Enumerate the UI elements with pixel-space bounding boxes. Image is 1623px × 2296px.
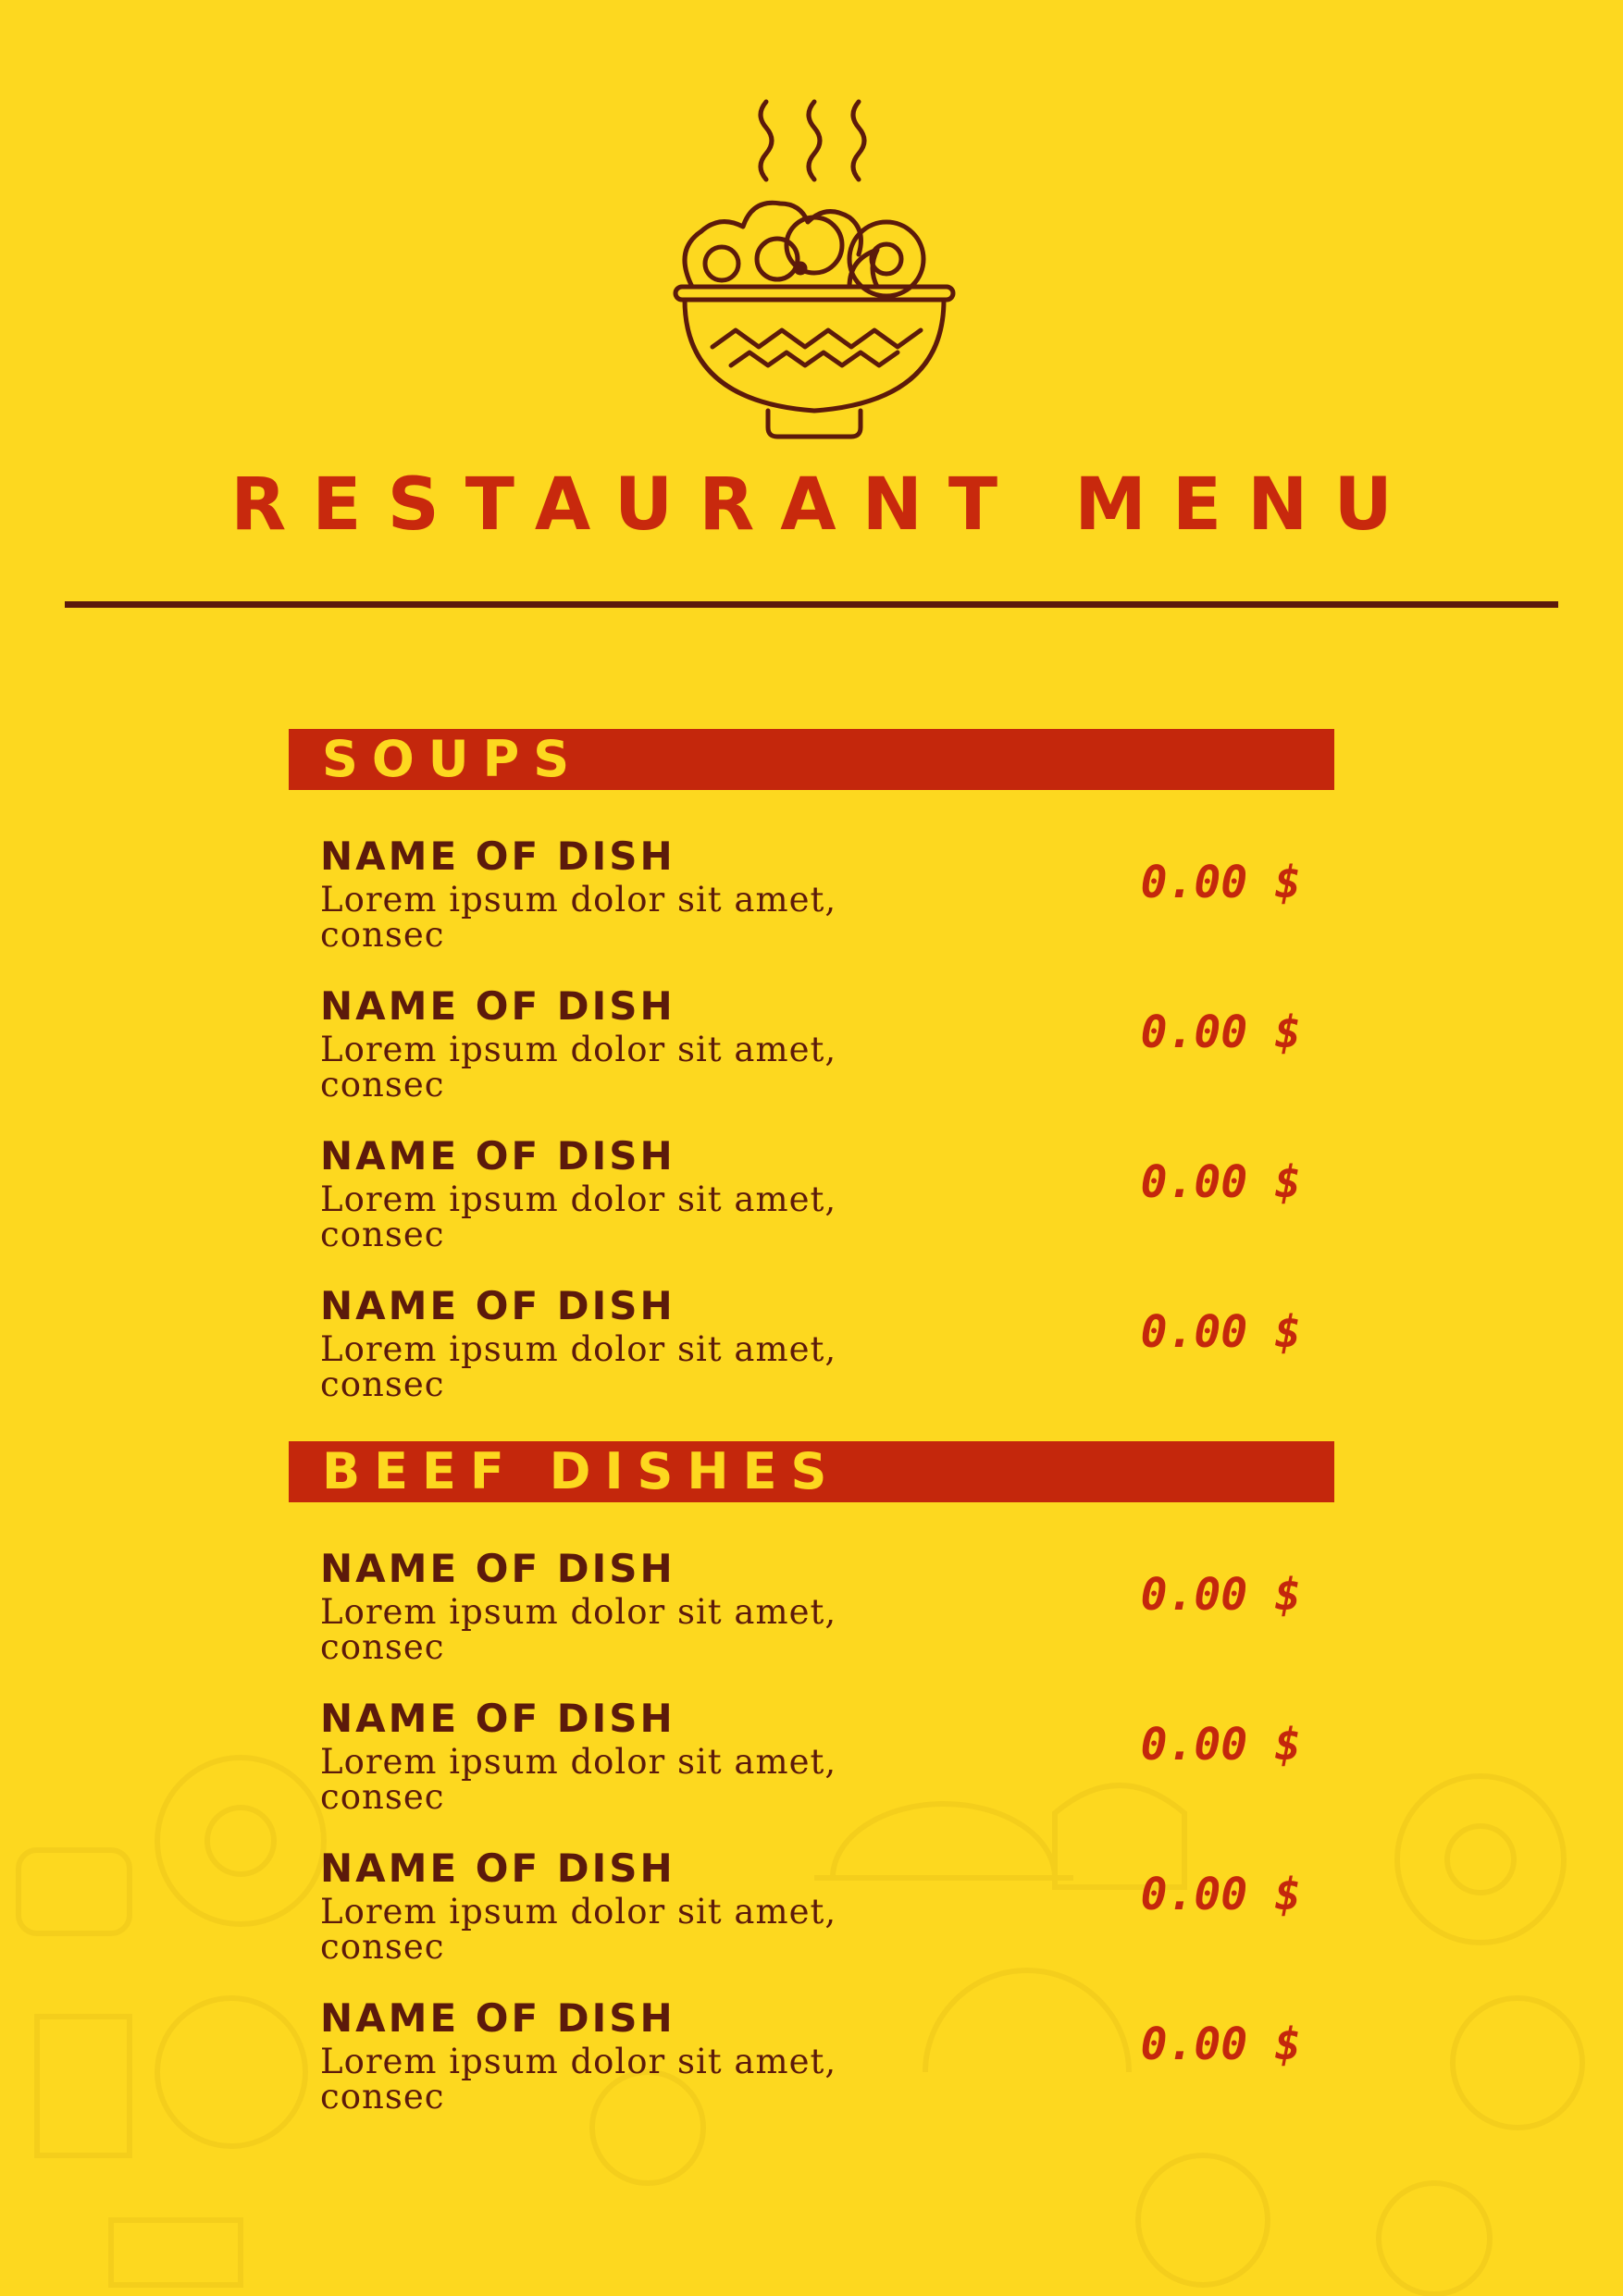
section-title: BEEF DISHES xyxy=(322,1442,841,1500)
dish-name: NAME OF DISH xyxy=(320,1546,675,1591)
dish-name: NAME OF DISH xyxy=(320,1845,675,1891)
menu-item xyxy=(320,1282,1301,1421)
menu-item xyxy=(320,1545,1301,1684)
menu-item xyxy=(320,833,1301,971)
dish-description: Lorem ipsum dolor sit amet, consec xyxy=(320,1592,837,1667)
menu-item xyxy=(320,982,1301,1121)
menu-item xyxy=(320,1994,1301,2133)
menu-title: RESTAURANT MENU xyxy=(230,463,1419,547)
dish-price: 0.00 $ xyxy=(1140,1006,1301,1058)
dish-description: Lorem ipsum dolor sit amet, consec xyxy=(320,1179,837,1254)
title-divider xyxy=(65,601,1558,608)
dish-price: 0.00 $ xyxy=(1140,1719,1301,1771)
dish-name: NAME OF DISH xyxy=(320,1133,675,1179)
dish-description: Lorem ipsum dolor sit amet, consec xyxy=(320,1329,837,1404)
menu-item xyxy=(320,1695,1301,1833)
dish-description: Lorem ipsum dolor sit amet, consec xyxy=(320,1030,837,1105)
dish-name: NAME OF DISH xyxy=(320,833,675,879)
dish-price: 0.00 $ xyxy=(1140,1306,1301,1358)
menu-item xyxy=(320,1845,1301,1983)
dish-price: 0.00 $ xyxy=(1140,857,1301,908)
dish-price: 0.00 $ xyxy=(1140,1156,1301,1208)
soup-bowl-icon xyxy=(666,93,962,444)
dish-description: Lorem ipsum dolor sit amet, consec xyxy=(320,1742,837,1817)
section-title: SOUPS xyxy=(322,730,584,788)
section-header-soups xyxy=(289,729,1334,790)
dish-name: NAME OF DISH xyxy=(320,1995,675,2041)
dish-name: NAME OF DISH xyxy=(320,983,675,1029)
section-header-beef-dishes xyxy=(289,1441,1334,1502)
dish-price: 0.00 $ xyxy=(1140,1869,1301,1920)
dish-price: 0.00 $ xyxy=(1140,2018,1301,2070)
dish-description: Lorem ipsum dolor sit amet, consec xyxy=(320,1892,837,1967)
dish-price: 0.00 $ xyxy=(1140,1569,1301,1621)
dish-description: Lorem ipsum dolor sit amet, consec xyxy=(320,880,837,955)
dish-description: Lorem ipsum dolor sit amet, consec xyxy=(320,2042,837,2117)
dish-name: NAME OF DISH xyxy=(320,1283,675,1328)
dish-name: NAME OF DISH xyxy=(320,1696,675,1741)
menu-item xyxy=(320,1132,1301,1271)
